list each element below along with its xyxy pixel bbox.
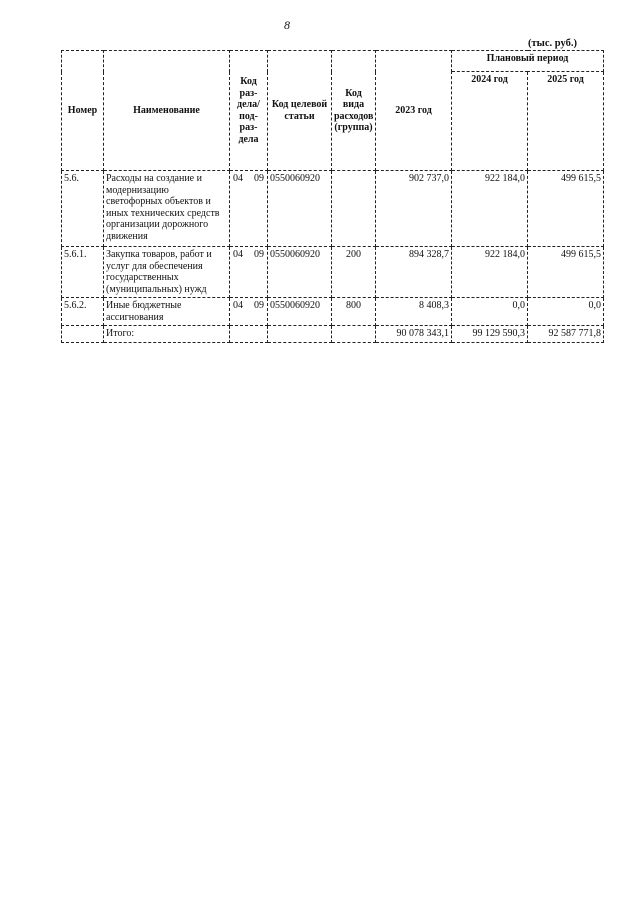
- header-2025: 2025 год: [528, 72, 604, 171]
- header-planning-period: Плановый период: [452, 51, 604, 72]
- row-number: 5.6.1.: [62, 247, 104, 298]
- total-2023: 90 078 343,1: [376, 326, 452, 343]
- row-section-code: [230, 171, 268, 247]
- row-2025: 499 615,5: [528, 171, 604, 247]
- row-expense-type: 200: [332, 247, 376, 298]
- row-2023: 8 408,3: [376, 298, 452, 326]
- header-section-code: Код раз-дела/ под-раз-дела: [230, 51, 268, 171]
- row-2024: 0,0: [452, 298, 528, 326]
- row-2024: 922 184,0: [452, 171, 528, 247]
- row-name: Расходы на создание и модернизацию светофорных объектов и иных технических средств организации дорожного движения: [104, 171, 230, 247]
- table-row: [62, 171, 604, 247]
- budget-table: [61, 50, 604, 343]
- row-2023: 894 328,7: [376, 247, 452, 298]
- header-2024: 2024 год: [452, 72, 528, 171]
- header-expense-type: Код вида расходов (группа): [332, 51, 376, 171]
- units-label: (тыс. руб.): [528, 38, 577, 49]
- total-label: Итого:: [104, 326, 230, 343]
- total-2024: 99 129 590,3: [452, 326, 528, 343]
- row-target-code: 0550060920: [268, 171, 332, 247]
- total-2025: 92 587 771,8: [528, 326, 604, 343]
- row-expense-type: [332, 171, 376, 247]
- section-pr: 09: [254, 173, 264, 184]
- section-rz: 04: [233, 300, 243, 311]
- total-empty-cell: [62, 326, 104, 343]
- header-name: Наименование: [104, 51, 230, 171]
- row-section-code: [230, 298, 268, 326]
- section-pr: 09: [254, 249, 264, 260]
- section-rz: 04: [233, 249, 243, 260]
- row-target-code: 0550060920: [268, 247, 332, 298]
- row-name: Закупка товаров, работ и услуг для обеспечения государственных (муниципальных) нужд: [104, 247, 230, 298]
- table-row: [62, 247, 604, 298]
- table-row: [62, 298, 604, 326]
- total-empty-cell: [268, 326, 332, 343]
- row-number: 5.6.2.: [62, 298, 104, 326]
- total-empty-cell: [332, 326, 376, 343]
- total-empty-cell: [230, 326, 268, 343]
- row-target-code: 0550060920: [268, 298, 332, 326]
- header-target-code: Код целевой статьи: [268, 51, 332, 171]
- row-2025: 499 615,5: [528, 247, 604, 298]
- header-number: Номер: [62, 51, 104, 171]
- total-row: [62, 326, 604, 343]
- row-2024: 922 184,0: [452, 247, 528, 298]
- row-expense-type: 800: [332, 298, 376, 326]
- header-2023: 2023 год: [376, 51, 452, 171]
- section-rz: 04: [233, 173, 243, 184]
- row-2025: 0,0: [528, 298, 604, 326]
- row-name: Иные бюджетные ассигнования: [104, 298, 230, 326]
- row-section-code: [230, 247, 268, 298]
- row-number: 5.6.: [62, 171, 104, 247]
- page-number: 8: [284, 18, 290, 32]
- section-pr: 09: [254, 300, 264, 311]
- row-2023: 902 737,0: [376, 171, 452, 247]
